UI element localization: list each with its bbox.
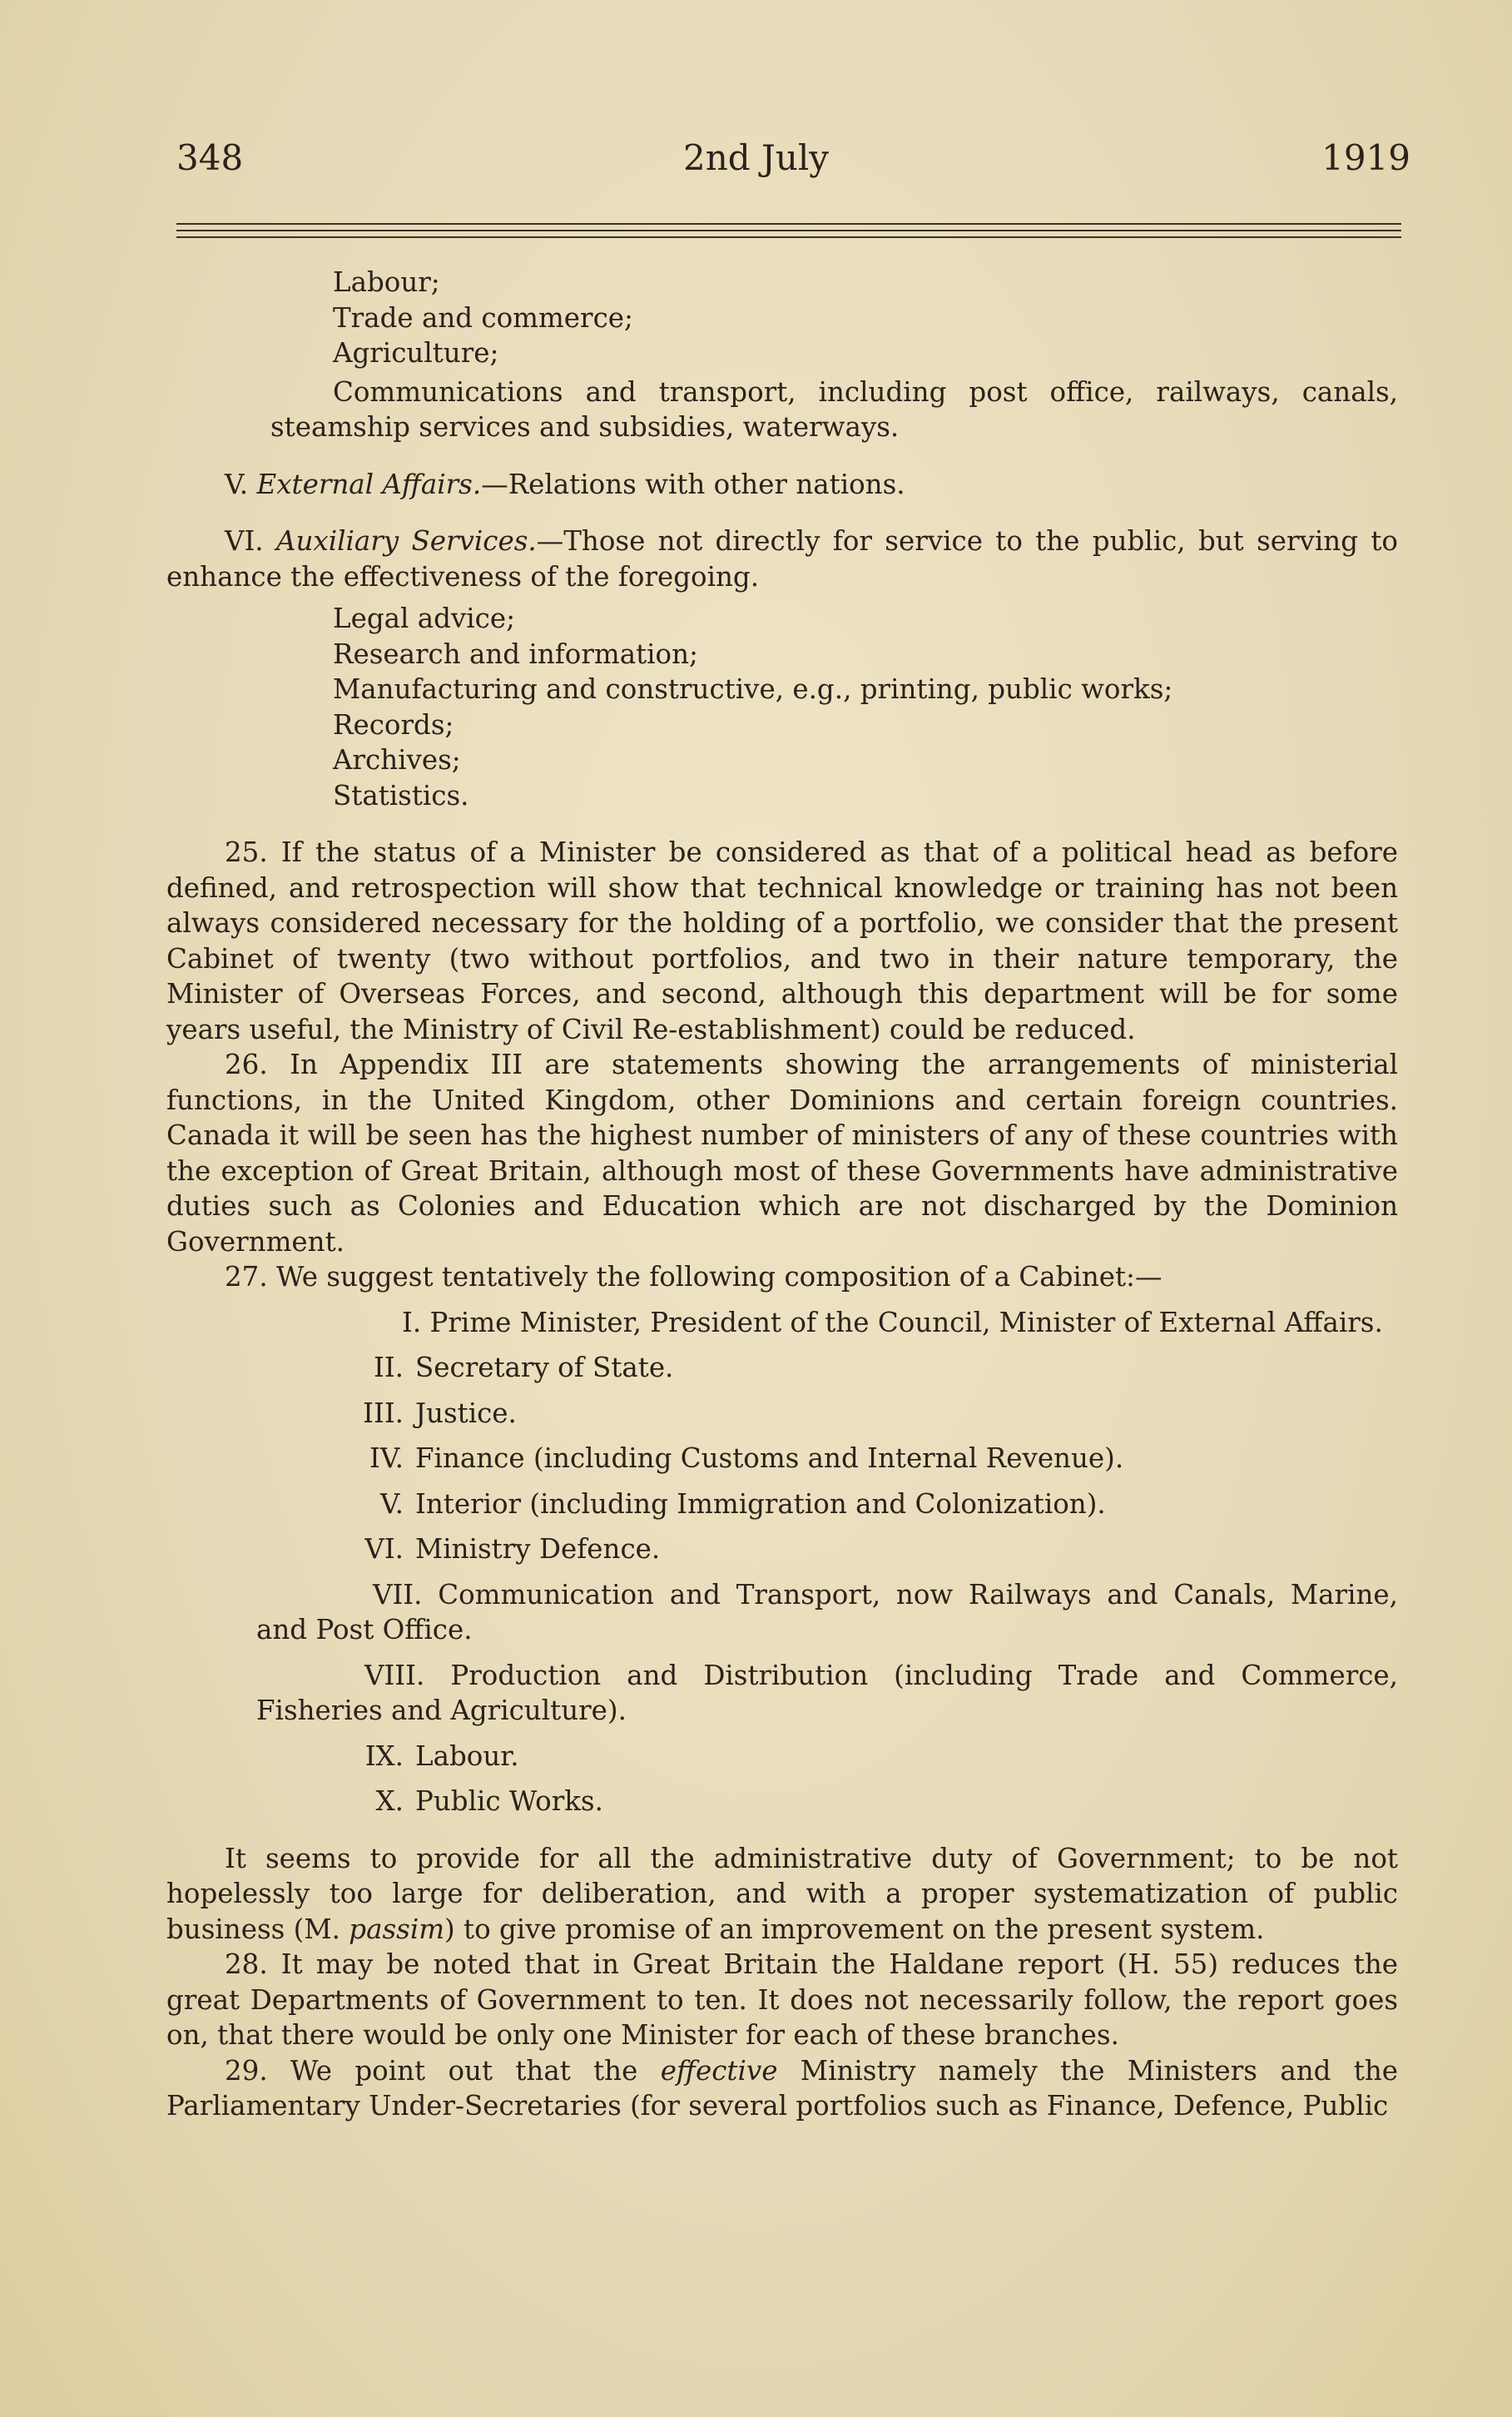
section-v: V. External Affairs.—Relations with other nations.: [225, 468, 905, 500]
header-date: 2nd July: [682, 137, 830, 178]
header-year: 1919: [1321, 137, 1410, 178]
communications-item: Communications and transport, including post office, railways, canals, steamship services and subsidies, waterways.: [270, 375, 1398, 443]
cabinet-item: I. Prime Minister, President of the Council, Minister of External Affairs.: [402, 1306, 1383, 1338]
list-item: Research and information;: [333, 638, 698, 670]
list-item: Statistics.: [333, 779, 469, 811]
cabinet-item: III. Justice.: [363, 1397, 517, 1429]
page-body: [166, 265, 1398, 2124]
cabinet-item: V. Interior (including Immigration and Colonization).: [379, 1487, 1106, 1520]
paragraph-29: 29. We point out that the effective Ministry namely the Ministers and the Parliamentary Under-Secretaries (for several portfolios such as Finance, Defence, Public: [166, 2054, 1398, 2122]
list-item: Labour;: [333, 266, 440, 298]
list-item: Archives;: [333, 744, 461, 776]
cabinet-item: VI. Ministry Defence.: [364, 1533, 661, 1565]
paragraph-summary: It seems to provide for all the administrative duty of Government; to be not hopelessly too large for deliberation, and with a proper systematization of public business (M. passim) to give promise of an improvement on the present system.: [166, 1842, 1398, 1945]
cabinet-item: II. Secretary of State.: [373, 1352, 674, 1383]
section-title: External Affairs.: [256, 468, 482, 500]
header-rule: [176, 230, 1401, 231]
list-item: Trade and commerce;: [333, 301, 633, 334]
header-rule: [176, 223, 1401, 225]
paragraph-26: 26. In Appendix III are statements showing the arrangements of ministerial functions, in the United Kingdom, other Dominions and certain foreign countries. Canada it will be seen has the highest number of ministers of any of these countries with the exception of Great Britain, although most of these Governments have administrative duties such as Colonies and Education which are not discharged by the Dominion Government.: [166, 1049, 1398, 1258]
cabinet-item: IX. Labour.: [364, 1740, 519, 1772]
header-rule: [176, 236, 1401, 238]
list-item: Legal advice;: [333, 603, 516, 634]
paragraph-25: 25. If the status of a Minister be considered as that of a political head as before defined, and retrospection will show that technical knowledge or training has not been always considered necessary for the holding of a portfolio, we consider that the present Cabinet of twenty (two without portfolios, and two in their nature temporary, the Minister of Overseas Forces, and second, although this department will be for some years useful, the Ministry of Civil Re-establishment) could be reduced.: [166, 836, 1398, 1045]
list-item: Records;: [333, 708, 454, 741]
list-item: Agriculture;: [333, 337, 499, 369]
paragraph-28: 28. It may be noted that in Great Britain the Haldane report (H. 55) reduces the great Departments of Government to ten. It does not necessarily follow, the report goes on, that there would be only one Minister for each of these branches.: [166, 1948, 1398, 2051]
cabinet-item: VIII. Production and Distribution (including Trade and Commerce, Fisheries and Agriculture).: [256, 1659, 1398, 1726]
paragraph-27: 27. We suggest tentatively the following composition of a Cabinet:—: [225, 1261, 1163, 1293]
section-title: Auxiliary Services.: [275, 525, 537, 557]
page-number: 348: [176, 137, 244, 178]
cabinet-item: IV. Finance (including Customs and Internal Revenue).: [369, 1442, 1124, 1474]
section-vi: VI. Auxiliary Services.—Those not directly for service to the public, but serving to enhance the effectiveness of the foregoing.: [166, 525, 1398, 593]
cabinet-item: VII. Communication and Transport, now Railways and Canals, Marine, and Post Office.: [256, 1578, 1398, 1645]
cabinet-item: X. Public Works.: [375, 1785, 603, 1817]
list-item: Manufacturing and constructive, e.g., printing, public works;: [333, 673, 1173, 705]
